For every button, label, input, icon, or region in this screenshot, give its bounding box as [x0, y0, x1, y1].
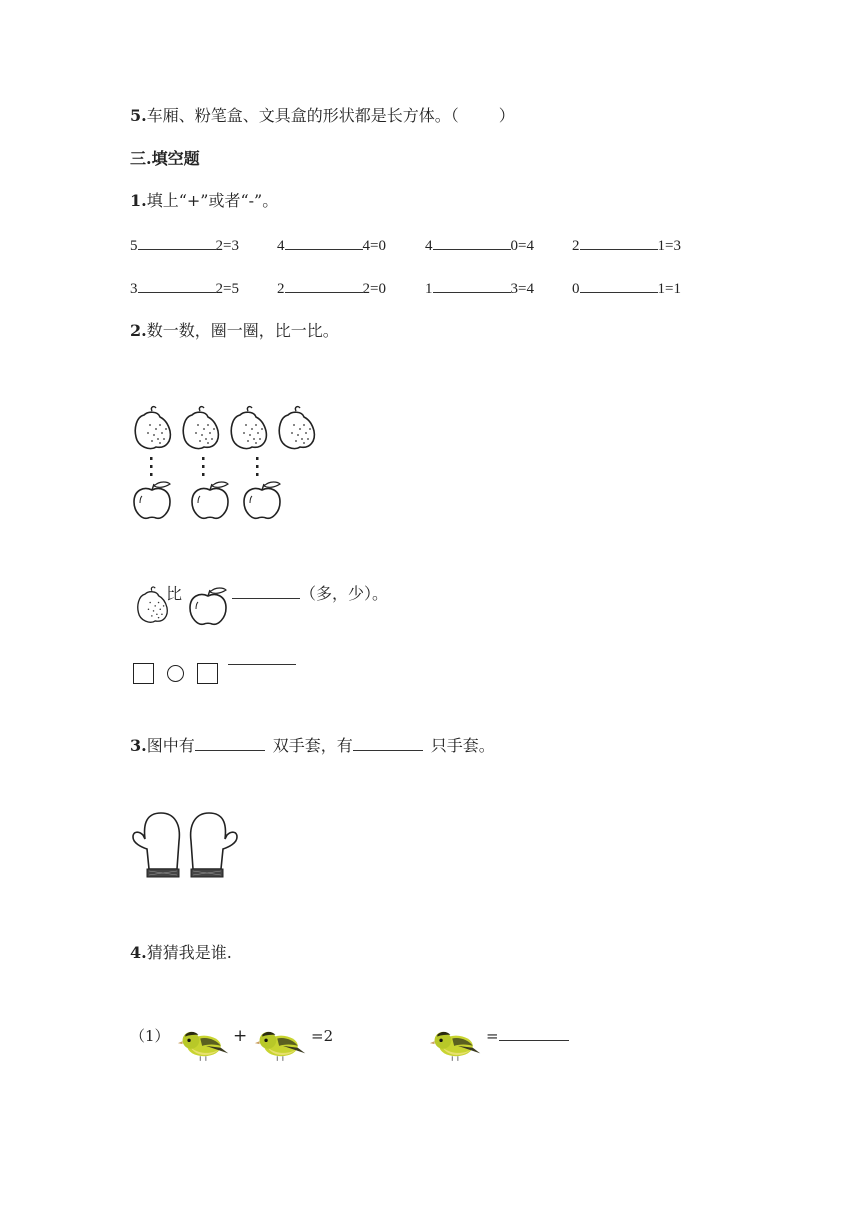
- answer-blank[interactable]: [285, 278, 363, 293]
- equation: 2 1=3: [572, 235, 681, 255]
- dotted-connector: [150, 457, 259, 476]
- answer-circle[interactable]: [167, 665, 184, 682]
- answer-blank[interactable]: [138, 235, 216, 250]
- question-1: [130, 191, 278, 211]
- section-title: 三.填空题: [130, 149, 200, 168]
- equation: 2 2=0: [277, 278, 386, 298]
- equation: 3 2=5: [130, 278, 239, 298]
- equation: 1 3=4: [425, 278, 534, 298]
- equation: 0 1=1: [572, 278, 681, 298]
- pear-icon: [279, 407, 314, 449]
- answer-blank[interactable]: [499, 1026, 569, 1041]
- mitten-icon: [133, 813, 179, 877]
- compare-word: 比: [166, 584, 183, 603]
- answer-box[interactable]: [133, 663, 154, 684]
- equation-result: =2: [311, 1027, 334, 1045]
- sub-label: （1）: [130, 1027, 170, 1045]
- apple-icon: [188, 586, 230, 630]
- apple-icon: [134, 482, 170, 518]
- question-5: [130, 106, 515, 126]
- answer-blank[interactable]: [228, 664, 296, 665]
- question-number: 2.: [130, 321, 147, 340]
- pear-apple-figure: [130, 403, 330, 523]
- mitten-icon: [191, 813, 237, 877]
- answer-blank[interactable]: [232, 584, 300, 599]
- answer-blank[interactable]: [285, 235, 363, 250]
- apple-icon: [192, 482, 228, 518]
- equation: 5 2=3: [130, 235, 239, 255]
- question-number: 1.: [130, 191, 147, 210]
- answer-blank[interactable]: [580, 278, 658, 293]
- question-text: 车厢、粉笔盒、文具盒的形状都是长方体。（: [146, 106, 459, 125]
- pear-icon: [231, 407, 266, 449]
- answer-blank[interactable]: [138, 278, 216, 293]
- answer-blank[interactable]: [433, 278, 511, 293]
- pear-icon: [183, 407, 218, 449]
- apple-icon: [244, 482, 280, 518]
- question-number: 3.: [130, 736, 147, 755]
- question-number: 4.: [130, 943, 147, 962]
- plus-sign: +: [233, 1026, 248, 1046]
- question-text: 填上“+”或者“-”。: [146, 191, 279, 210]
- bird-icon: [176, 1024, 232, 1066]
- bird-icon: [428, 1024, 484, 1066]
- pear-icon: [135, 407, 170, 449]
- compare-answer: （多，少）。: [232, 584, 388, 604]
- answer-blank[interactable]: [195, 736, 265, 751]
- bird-icon: [253, 1024, 309, 1066]
- question-2: [130, 321, 339, 341]
- answer-blank[interactable]: [580, 235, 658, 250]
- question-text: 数一数，圈一圈，比一比。: [146, 321, 339, 340]
- question-text: 猜猜我是谁.: [146, 943, 232, 962]
- answer-blank[interactable]: [433, 235, 511, 250]
- question-4: [130, 943, 232, 963]
- equation: 4 0=4: [425, 235, 534, 255]
- answer-blank[interactable]: [353, 736, 423, 751]
- equation-2: =: [486, 1026, 569, 1046]
- equation: 4 4=0: [277, 235, 386, 255]
- question-close: ）: [498, 106, 515, 125]
- mittens-figure: [131, 809, 241, 879]
- question-3: 3.图中有 双手套，有 只手套。: [130, 736, 495, 755]
- answer-box[interactable]: [197, 663, 218, 684]
- question-number: 5.: [130, 106, 147, 125]
